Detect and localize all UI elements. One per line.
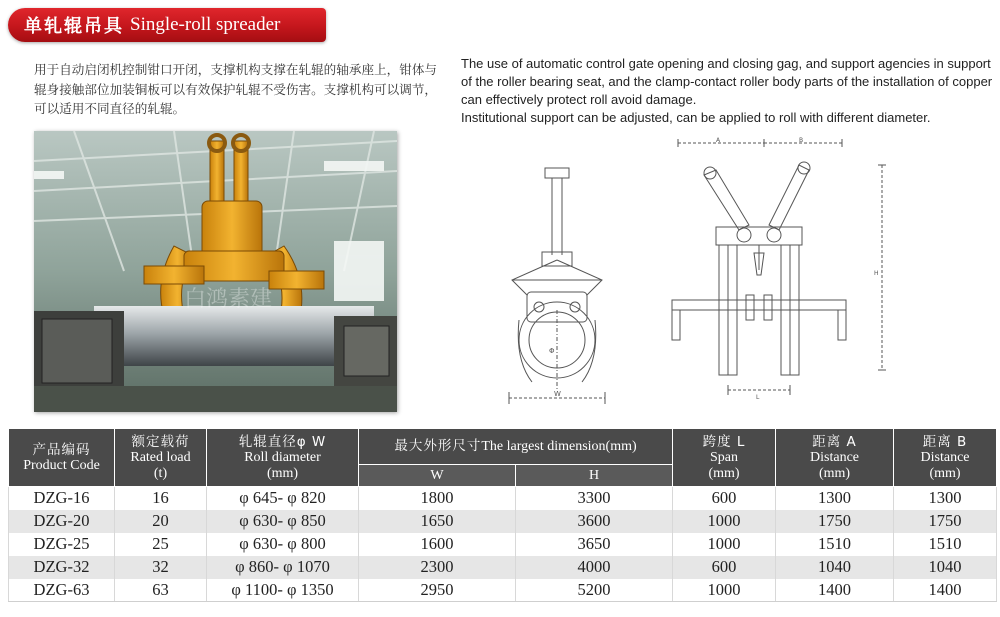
header-distance-a-unit: (mm) (818, 465, 851, 481)
header-span-zh: 跨度 L (702, 433, 746, 450)
cell-load: 20 (115, 510, 207, 533)
header-roll-diameter-zh: 轧辊直径φ W (238, 433, 327, 450)
cell-load: 25 (115, 533, 207, 556)
header-rated-load-unit: (t) (153, 465, 168, 481)
front-view-b-label: B (799, 137, 804, 144)
cell-distance-b: 1400 (894, 579, 997, 602)
header-roll-diameter (207, 429, 359, 487)
cell-span: 600 (673, 487, 776, 510)
cell-span: 600 (673, 556, 776, 579)
cell-diameter: φ 645- φ 820 (207, 487, 359, 510)
cell-code: DZG-32 (9, 556, 115, 579)
header-span (673, 429, 776, 487)
cell-span: 1000 (673, 579, 776, 602)
table-row (9, 556, 997, 579)
cell-span: 1000 (673, 533, 776, 556)
cell-distance-b: 1510 (894, 533, 997, 556)
header-roll-diameter-en: Roll diameter (244, 449, 321, 465)
title-en: Single-roll spreader (130, 14, 281, 35)
factory-scene-illustration (34, 131, 397, 412)
header-roll-diameter-unit: (mm) (266, 465, 299, 481)
front-view-diagram (664, 135, 894, 407)
photo-watermark: 白鸿素建 (184, 287, 273, 312)
cell-w: 1650 (359, 510, 516, 533)
front-view-span-label: L (756, 394, 760, 401)
header-rated-load (115, 429, 207, 487)
cell-w: 2300 (359, 556, 516, 579)
header-w: W (359, 465, 516, 487)
cell-span: 1000 (673, 510, 776, 533)
side-view-diagram (497, 160, 617, 410)
cell-diameter: φ 630- φ 800 (207, 533, 359, 556)
cell-h: 4000 (516, 556, 673, 579)
header-distance-b-unit: (mm) (929, 465, 961, 481)
cell-w: 1600 (359, 533, 516, 556)
cell-code: DZG-16 (9, 487, 115, 510)
title-badge (8, 8, 326, 42)
header-distance-b-zh: 距离 B (922, 433, 968, 450)
cell-h: 3300 (516, 487, 673, 510)
header-distance-b-en: Distance (920, 449, 970, 465)
header-span-unit: (mm) (708, 465, 740, 481)
table-row (9, 487, 997, 510)
table-row (9, 579, 997, 602)
header-largest-dimension-en: The largest dimension(mm) (481, 439, 637, 454)
header-largest-dimension (359, 429, 673, 465)
header-h: H (516, 465, 673, 487)
table-row (9, 533, 997, 556)
header-rated-load-zh: 额定载荷 (131, 433, 190, 450)
cell-distance-a: 1040 (776, 556, 894, 579)
header-product-code-zh: 产品编码 (32, 441, 91, 458)
cell-h: 3650 (516, 533, 673, 556)
description-en (461, 55, 996, 127)
cell-h: 5200 (516, 579, 673, 602)
cell-distance-b: 1750 (894, 510, 997, 533)
spec-table (8, 428, 997, 602)
header-rated-load-en: Rated load (130, 449, 191, 465)
table-header-row (9, 429, 997, 465)
cell-w: 2950 (359, 579, 516, 602)
cell-distance-b: 1300 (894, 487, 997, 510)
header-span-en: Span (710, 449, 739, 465)
description-en-p1: The use of automatic control gate opening and closing gag, and support agencies in support of the roller bearing seat, and the clamp-contact roller body parts of the installation of copper can effectively protect roll avoid damage. (461, 56, 993, 107)
cell-distance-a: 1300 (776, 487, 894, 510)
header-product-code-en: Product Code (23, 457, 100, 473)
front-view-height-label: H (874, 270, 879, 277)
header-distance-b (894, 429, 997, 487)
title-zh: 单轧辊吊具 (24, 16, 124, 37)
front-view-drawing (664, 135, 894, 407)
description-en-p2: Institutional support can be adjusted, can be applied to roll with different diameter. (461, 110, 931, 125)
cell-load: 32 (115, 556, 207, 579)
side-view-drawing (497, 160, 617, 410)
description-zh: 用于自动启闭机控制钳口开闭，支撑机构支撑在轧辊的轴承座上，钳体与辊身接触部位加装铜板可以有效保护轧辊不受伤害。支撑机构可以调节，可以适用不同直径的轧辊。 (34, 62, 437, 116)
cell-diameter: φ 1100- φ 1350 (207, 579, 359, 602)
front-view-a-label: A (716, 137, 721, 144)
header-distance-a (776, 429, 894, 487)
cell-diameter: φ 630- φ 850 (207, 510, 359, 533)
header-largest-dimension-zh: 最大外形尺寸 (394, 438, 482, 454)
cell-distance-a: 1750 (776, 510, 894, 533)
cell-distance-b: 1040 (894, 556, 997, 579)
cell-code: DZG-20 (9, 510, 115, 533)
cell-distance-a: 1400 (776, 579, 894, 602)
table-row (9, 510, 997, 533)
cell-h: 3600 (516, 510, 673, 533)
cell-w: 1800 (359, 487, 516, 510)
cell-code: DZG-25 (9, 533, 115, 556)
product-photo (34, 131, 397, 412)
cell-load: 16 (115, 487, 207, 510)
cell-diameter: φ 860- φ 1070 (207, 556, 359, 579)
side-view-phi-label: Φ (549, 347, 555, 355)
cell-code: DZG-63 (9, 579, 115, 602)
header-distance-a-zh: 距离 A (812, 433, 857, 450)
header-distance-a-en: Distance (810, 449, 859, 465)
cell-load: 63 (115, 579, 207, 602)
side-view-width-label: W (554, 390, 561, 398)
header-product-code (9, 429, 115, 487)
cell-distance-a: 1510 (776, 533, 894, 556)
